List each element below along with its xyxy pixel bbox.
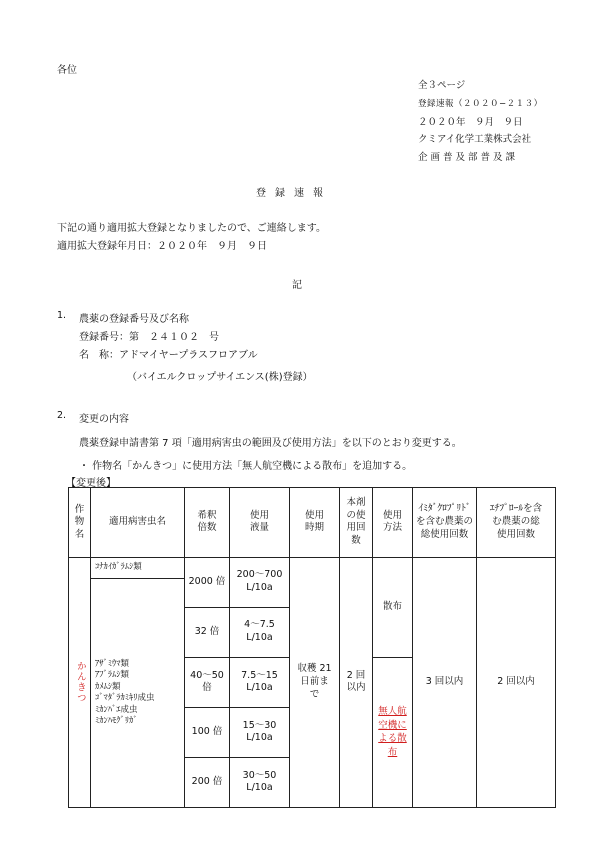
section-2-title: 変更の内容 [79, 414, 129, 425]
section-2-number: 2. [57, 410, 67, 421]
volume-cell: 200～700 L/10a [230, 557, 290, 607]
header-crop: 作物名 [69, 488, 91, 558]
dilution-cell: 40～50 倍 [185, 657, 230, 707]
pest-first: ｺﾅｶｲｶﾞﾗﾑｼ類 [91, 557, 185, 579]
volume-cell: 15～30 L/10a [230, 707, 290, 757]
pest-item: ｱﾌﾞﾗﾑｼ類 [95, 670, 130, 681]
dilution-cell: 100 倍 [185, 707, 230, 757]
section-1-title: 農薬の登録番号及び名称 [79, 314, 189, 325]
header-method: 使用方法 [373, 488, 413, 558]
crop-cell [69, 557, 91, 807]
application-table [68, 487, 556, 808]
header-times: 本剤の使用回数 [340, 488, 373, 558]
ethiprole-total-cell: 2 回以内 [477, 557, 556, 807]
times-cell: 2 回以内 [340, 557, 373, 807]
document-date: ２０２０年 ９月 ９日 [418, 117, 523, 128]
addressee: 各位 [57, 65, 77, 76]
table-header-row [69, 488, 556, 558]
dilution-cell: 32 倍 [185, 607, 230, 657]
table-row [69, 557, 556, 579]
timing-cell: 収穫 21 日前まで [290, 557, 340, 807]
company-name: クミアイ化学工業株式会社 [418, 134, 532, 145]
dilution-cell: 200 倍 [185, 757, 230, 807]
header-imidacloprid-total: ｲﾐﾀﾞｸﾛﾌﾟﾘﾄﾞを含む農薬の総使用回数 [413, 488, 477, 558]
dilution-cell: 2000 倍 [185, 557, 230, 607]
document-title: 登録速報 [256, 188, 332, 199]
imidacloprid-total-cell: 3 回以内 [413, 557, 477, 807]
ki-mark: 記 [292, 280, 302, 291]
header-volume: 使用液量 [230, 488, 290, 558]
document-number: 登録速報（２０２０−２１３） [418, 99, 543, 109]
crop-name: かんきつ [74, 661, 86, 704]
intro-line-1: 下記の通り適用拡大登録となりましたので、ご連絡します。 [57, 223, 326, 234]
registrant: （バイエルクロップサイエンス(株)登録） [127, 372, 313, 383]
section-1-number: 1. [57, 310, 67, 321]
volume-cell: 4～7.5 L/10a [230, 607, 290, 657]
pest-list-cell [91, 579, 185, 808]
header-ethiprole-total: ｴﾁﾌﾟﾛｰﾙを含む農薬の総使用回数 [477, 488, 556, 558]
pest-item: ｱｻﾞﾐｳﾏ類 [95, 658, 130, 669]
volume-cell: 7.5～15 L/10a [230, 657, 290, 707]
intro-line-2: 適用拡大登録年月日：２０２０年 ９月 ９日 [57, 241, 267, 252]
page-count: 全３ページ [418, 80, 466, 91]
method-drone-cell [373, 657, 413, 807]
pest-item: ｺﾞﾏﾀﾞﾗｶﾐｷﾘ成虫 [95, 693, 155, 704]
pest-item: ﾐｶﾝﾊﾓｸﾞﾘｶﾞ [95, 716, 138, 727]
registration-number: 登録番号：第 ２４１０２ 号 [79, 332, 219, 343]
header-pest: 適用病害虫名 [91, 488, 185, 558]
pest-item: ﾐｶﾝﾊﾞｴ成虫 [95, 704, 138, 715]
pest-item: ｶﾒﾑｼ類 [95, 681, 121, 692]
volume-cell: 30～50 L/10a [230, 757, 290, 807]
after-change-label: 【変更後】 [66, 478, 116, 489]
header-timing: 使用時期 [290, 488, 340, 558]
product-name: 名 称：アドマイヤープラスフロアブル [79, 350, 258, 361]
department-name: 企画普及部普及課 [418, 152, 519, 163]
change-bullet: ・ 作物名「かんきつ」に使用方法「無人航空機による散布」を追加する。 [79, 461, 413, 472]
header-dilution: 希釈倍数 [185, 488, 230, 558]
method-spray-cell: 散布 [373, 557, 413, 657]
method-drone: 無人航空機による散布 [378, 705, 407, 759]
change-description: 農薬登録申請書第 7 項「適用病害虫の範囲及び使用方法」を以下のとおり変更する。 [79, 438, 462, 449]
